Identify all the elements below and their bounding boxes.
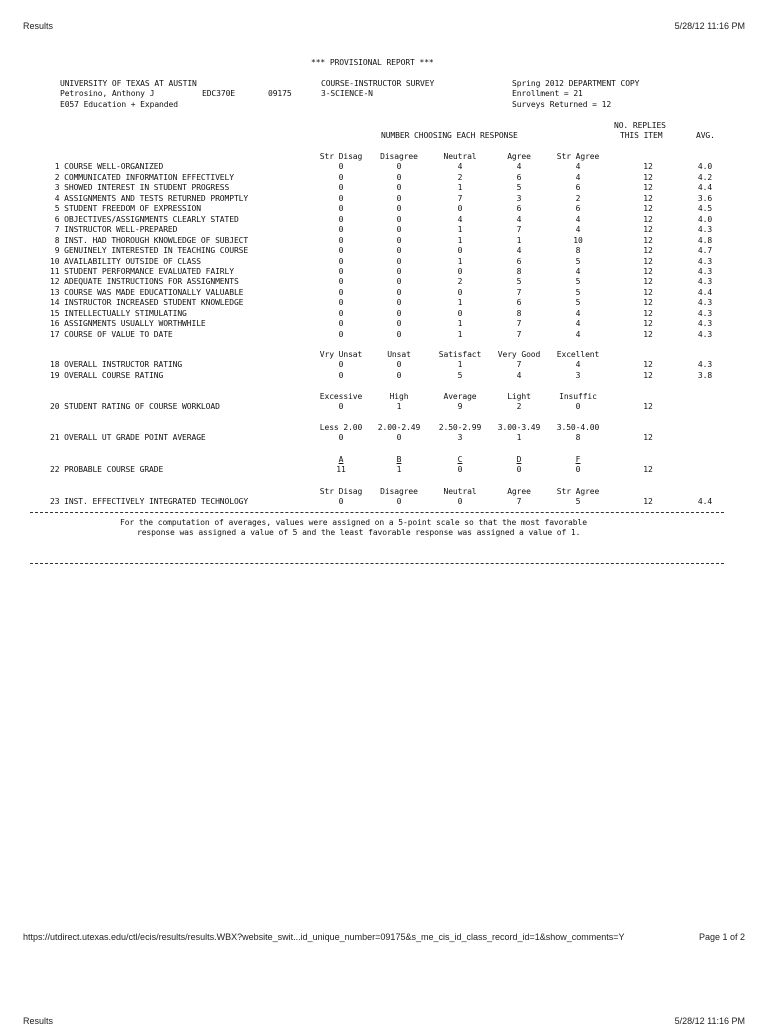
response-count: 11 [336,465,346,475]
response-count: 0 [338,235,344,245]
item-label: 22 PROBABLE COURSE GRADE [50,465,164,475]
scale-label: B [396,455,402,464]
response-count: 5 [575,298,581,308]
item-average: 4.3 [697,360,713,370]
table-row [0,225,768,236]
response-count: 0 [396,370,402,380]
item-label: 8 INST. HAD THOROUGH KNOWLEDGE OF SUBJECT [50,235,249,245]
item-label: 2 COMMUNICATED INFORMATION EFFECTIVELY [50,172,234,182]
divider-top [30,512,724,513]
scale-label: F [575,455,581,464]
response-count: 0 [396,225,402,235]
item-label: 17 COURSE OF VALUE TO DATE [50,329,173,339]
term-label: Spring 2012 DEPARTMENT COPY [512,79,640,88]
reply-count: 12 [643,266,653,276]
response-count: 5 [516,277,522,287]
scale-label: High [389,392,409,401]
response-count: 4 [516,370,522,380]
replies-header-sub: THIS ITEM [620,131,663,140]
response-count: 4 [516,246,522,256]
reply-count: 12 [643,256,653,266]
scale-label: Agree [507,487,531,496]
response-count: 0 [457,308,463,318]
response-count: 7 [516,360,522,370]
reply-count: 12 [643,235,653,245]
item-average: 4.0 [697,214,713,224]
response-count: 5 [575,277,581,287]
response-count: 7 [516,287,522,297]
response-count: 4 [575,308,581,318]
scale-label: 3.50-4.00 [556,423,600,432]
item-label: 14 INSTRUCTOR INCREASED STUDENT KNOWLEDGE [50,298,244,308]
item-label: 1 COURSE WELL-ORGANIZED [50,162,164,172]
item-average: 4.3 [697,298,713,308]
table-row [0,277,768,288]
response-count: 0 [338,172,344,182]
response-count: 0 [457,266,463,276]
reply-count: 12 [643,433,653,443]
response-count: 7 [457,193,463,203]
response-count: 4 [575,214,581,224]
item-label: 13 COURSE WAS MADE EDUCATIONALLY VALUABLE [50,287,244,297]
response-count: 0 [396,360,402,370]
scale-label: 3.00-3.49 [497,423,541,432]
reply-count: 12 [643,246,653,256]
scale-label: Str Agree [556,487,600,496]
reply-count: 12 [643,465,653,475]
table-row [0,162,768,173]
response-count: 0 [338,287,344,297]
survey-name: COURSE-INSTRUCTOR SURVEY [321,79,435,88]
reply-count: 12 [643,277,653,287]
table-row [0,173,768,184]
table-row [0,246,768,257]
response-count: 7 [516,497,522,507]
response-count: 0 [396,193,402,203]
print-header-title: Results [23,21,54,31]
item-label: 4 ASSIGNMENTS AND TESTS RETURNED PROMPTLY [50,193,249,203]
response-count: 0 [338,433,344,443]
item-label: 23 INST. EFFECTIVELY INTEGRATED TECHNOLOGY [50,497,249,507]
response-count: 4 [575,360,581,370]
response-count: 4 [575,319,581,329]
table-row [0,309,768,320]
response-count: 0 [338,266,344,276]
scale-label: Str Disag [319,152,363,161]
table-row [0,371,768,382]
response-count: 2 [516,402,522,412]
response-count: 0 [396,172,402,182]
table-row [0,319,768,330]
reply-count: 12 [643,360,653,370]
response-count: 1 [457,329,463,339]
reply-count: 12 [643,193,653,203]
print-footer-url: https://utdirect.utexas.edu/ctl/ecis/results/results.WBX?website_swit...id_unique_number=09175&s_me_cis_id_class_record_id=1&show_comments=Y [23,932,625,942]
scale-label: Light [507,392,531,401]
response-count: 3 [516,193,522,203]
response-count: 0 [338,214,344,224]
response-count: 4 [516,214,522,224]
response-count: 0 [338,298,344,308]
response-count: 6 [516,172,522,182]
table-row [0,183,768,194]
response-count: 7 [516,319,522,329]
reply-count: 12 [643,402,653,412]
reply-count: 12 [643,308,653,318]
print-footer-page: Page 1 of 2 [698,932,745,942]
response-count: 0 [396,298,402,308]
reply-count: 12 [643,225,653,235]
response-count: 0 [457,497,463,507]
response-count: 4 [575,162,581,172]
item-label: 6 OBJECTIVES/ASSIGNMENTS CLEARLY STATED [50,214,239,224]
response-count: 0 [396,183,402,193]
response-count: 0 [338,497,344,507]
response-count: 0 [396,433,402,443]
response-count: 8 [575,433,581,443]
response-count: 3 [457,433,463,443]
item-average: 4.3 [697,266,713,276]
table-row [0,298,768,309]
response-count: 1 [457,225,463,235]
scale-label: Neutral [443,152,477,161]
scale-label: 2.50-2.99 [438,423,482,432]
response-count: 5 [575,256,581,266]
scale-label: A [338,455,344,464]
response-count: 1 [457,319,463,329]
scale-label: Excessive [319,392,363,401]
item-label: 3 SHOWED INTEREST IN STUDENT PROGRESS [50,183,230,193]
scale-label: Disagree [380,487,418,496]
divider-bottom [30,563,724,564]
report-title: *** PROVISIONAL REPORT *** [311,58,434,67]
item-average: 4.2 [697,172,713,182]
item-label: 11 STUDENT PERFORMANCE EVALUATED FAIRLY [50,266,234,276]
response-count: 0 [338,319,344,329]
table-row [0,402,768,413]
response-count: 7 [516,225,522,235]
table-row [0,204,768,215]
item-label: 21 OVERALL UT GRADE POINT AVERAGE [50,433,206,443]
response-count: 0 [396,266,402,276]
response-count: 0 [338,246,344,256]
reply-count: 12 [643,183,653,193]
course-code: EDC370E [202,89,236,98]
response-count: 4 [457,214,463,224]
response-header: NUMBER CHOOSING EACH RESPONSE [381,131,518,140]
scale-label: Less 2.00 [319,423,363,432]
reply-count: 12 [643,329,653,339]
response-count: 10 [573,235,583,245]
response-count: 5 [575,287,581,297]
response-count: 1 [516,433,522,443]
response-count: 6 [575,183,581,193]
scale-label: Str Disag [319,487,363,496]
item-label: 5 STUDENT FREEDOM OF EXPRESSION [50,204,201,214]
reply-count: 12 [643,298,653,308]
table-row [0,465,768,476]
item-average: 4.7 [697,246,713,256]
response-count: 9 [457,402,463,412]
response-count: 7 [516,329,522,339]
response-count: 5 [457,370,463,380]
response-count: 1 [396,465,402,475]
item-label: 20 STUDENT RATING OF COURSE WORKLOAD [50,402,220,412]
scale-label: C [457,455,463,464]
reply-count: 12 [643,319,653,329]
response-count: 2 [575,193,581,203]
response-count: 0 [575,465,581,475]
table-row [0,194,768,205]
response-scale-header [0,487,768,498]
response-count: 4 [457,162,463,172]
response-count: 0 [338,204,344,214]
reply-count: 12 [643,214,653,224]
table-row [0,215,768,226]
item-average: 3.8 [697,370,713,380]
item-average: 4.5 [697,204,713,214]
unique-number: 09175 [268,89,292,98]
response-count: 0 [457,465,463,475]
item-average: 4.0 [697,162,713,172]
response-count: 2 [457,172,463,182]
item-label: 16 ASSIGNMENTS USUALLY WORTHWHILE [50,319,206,329]
scale-label: Agree [507,152,531,161]
response-scale-header [0,423,768,434]
scale-label: Very Good [497,350,541,359]
scale-label: 2.00-2.49 [377,423,421,432]
item-label: 18 OVERALL INSTRUCTOR RATING [50,360,183,370]
item-average: 4.3 [697,256,713,266]
scale-label: D [516,455,522,464]
reply-count: 12 [643,370,653,380]
response-scale-header [0,392,768,403]
response-count: 3 [575,370,581,380]
response-count: 0 [396,497,402,507]
print-header-timestamp: 5/28/12 11:16 PM [674,21,745,31]
response-count: 0 [338,329,344,339]
response-count: 5 [575,497,581,507]
item-label: 7 INSTRUCTOR WELL-PREPARED [50,225,178,235]
item-label: 10 AVAILABILITY OUTSIDE OF CLASS [50,256,201,266]
response-count: 8 [575,246,581,256]
reply-count: 12 [643,287,653,297]
item-average: 4.4 [697,497,713,507]
item-label: 9 GENUINELY INTERESTED IN TEACHING COURSE [50,246,249,256]
response-count: 0 [575,402,581,412]
response-count: 1 [457,298,463,308]
response-count: 5 [516,183,522,193]
response-count: 0 [396,162,402,172]
response-count: 6 [575,204,581,214]
response-count: 0 [457,287,463,297]
response-count: 6 [516,204,522,214]
response-count: 0 [338,183,344,193]
response-scale-header [0,455,768,466]
response-count: 0 [457,246,463,256]
response-count: 6 [516,256,522,266]
scale-label: Excellent [556,350,600,359]
item-average: 4.8 [697,235,713,245]
response-count: 0 [396,319,402,329]
replies-header: NO. REPLIES [614,121,666,130]
note-line-2: response was assigned a value of 5 and the least favorable response was assigned a value of 1. [137,528,581,537]
response-count: 8 [516,266,522,276]
response-count: 4 [575,225,581,235]
scale-label: Average [443,392,477,401]
response-count: 1 [457,360,463,370]
item-average: 4.3 [697,329,713,339]
department-name: E057 Education + Expanded [60,100,178,109]
surveys-returned: Surveys Returned = 12 [512,100,612,109]
response-count: 1 [396,402,402,412]
item-label: 15 INTELLECTUALLY STIMULATING [50,308,187,318]
scale-label: Str Agree [556,152,600,161]
response-count: 0 [457,204,463,214]
reply-count: 12 [643,497,653,507]
table-row [0,433,768,444]
table-row [0,360,768,371]
item-label: 12 ADEQUATE INSTRUCTIONS FOR ASSIGNMENTS [50,277,239,287]
table-row [0,236,768,247]
response-count: 0 [338,162,344,172]
enrollment-count: Enrollment = 21 [512,89,583,98]
section-name: 3-SCIENCE-N [321,89,373,98]
item-average: 4.3 [697,319,713,329]
response-count: 0 [396,256,402,266]
scale-label: Unsat [387,350,411,359]
response-count: 1 [516,235,522,245]
table-row [0,288,768,299]
university-name: UNIVERSITY OF TEXAS AT AUSTIN [60,79,197,88]
item-label: 19 OVERALL COURSE RATING [50,370,164,380]
response-count: 0 [338,277,344,287]
reply-count: 12 [643,162,653,172]
response-count: 0 [338,370,344,380]
response-count: 4 [575,266,581,276]
reply-count: 12 [643,204,653,214]
response-count: 0 [396,235,402,245]
note-line-1: For the computation of averages, values were assigned on a 5-point scale so that the most favorable [120,518,587,527]
response-count: 1 [457,256,463,266]
item-average: 3.6 [697,193,713,203]
response-count: 0 [338,225,344,235]
response-count: 0 [338,193,344,203]
response-scale-header [0,152,768,163]
response-count: 6 [516,298,522,308]
reply-count: 12 [643,172,653,182]
scale-label: Insuffic [559,392,597,401]
response-count: 0 [338,256,344,266]
response-count: 0 [396,329,402,339]
scale-label: Satisfact [438,350,482,359]
next-page-header-title: Results [23,1016,54,1026]
item-average: 4.4 [697,183,713,193]
response-count: 4 [575,172,581,182]
response-count: 2 [457,277,463,287]
response-count: 0 [338,360,344,370]
table-row [0,497,768,508]
item-average: 4.3 [697,225,713,235]
scale-label: Vry Unsat [319,350,363,359]
item-average: 4.4 [697,287,713,297]
scale-label: Neutral [443,487,477,496]
response-count: 0 [338,402,344,412]
table-row [0,257,768,268]
response-count: 0 [516,465,522,475]
next-page-header-timestamp: 5/28/12 11:16 PM [674,1016,745,1026]
instructor-name: Petrosino, Anthony J [60,89,155,98]
response-count: 0 [396,277,402,287]
response-count: 0 [396,214,402,224]
item-average: 4.3 [697,277,713,287]
response-count: 1 [457,183,463,193]
scale-label: Disagree [380,152,418,161]
response-count: 4 [516,162,522,172]
response-count: 0 [396,204,402,214]
response-count: 0 [338,308,344,318]
response-scale-header [0,350,768,361]
response-count: 0 [396,287,402,297]
response-count: 0 [396,246,402,256]
response-count: 4 [575,329,581,339]
table-row [0,330,768,341]
response-count: 0 [396,308,402,318]
item-average: 4.3 [697,308,713,318]
average-header: AVG. [696,131,715,140]
response-count: 1 [457,235,463,245]
response-count: 8 [516,308,522,318]
table-row [0,267,768,278]
